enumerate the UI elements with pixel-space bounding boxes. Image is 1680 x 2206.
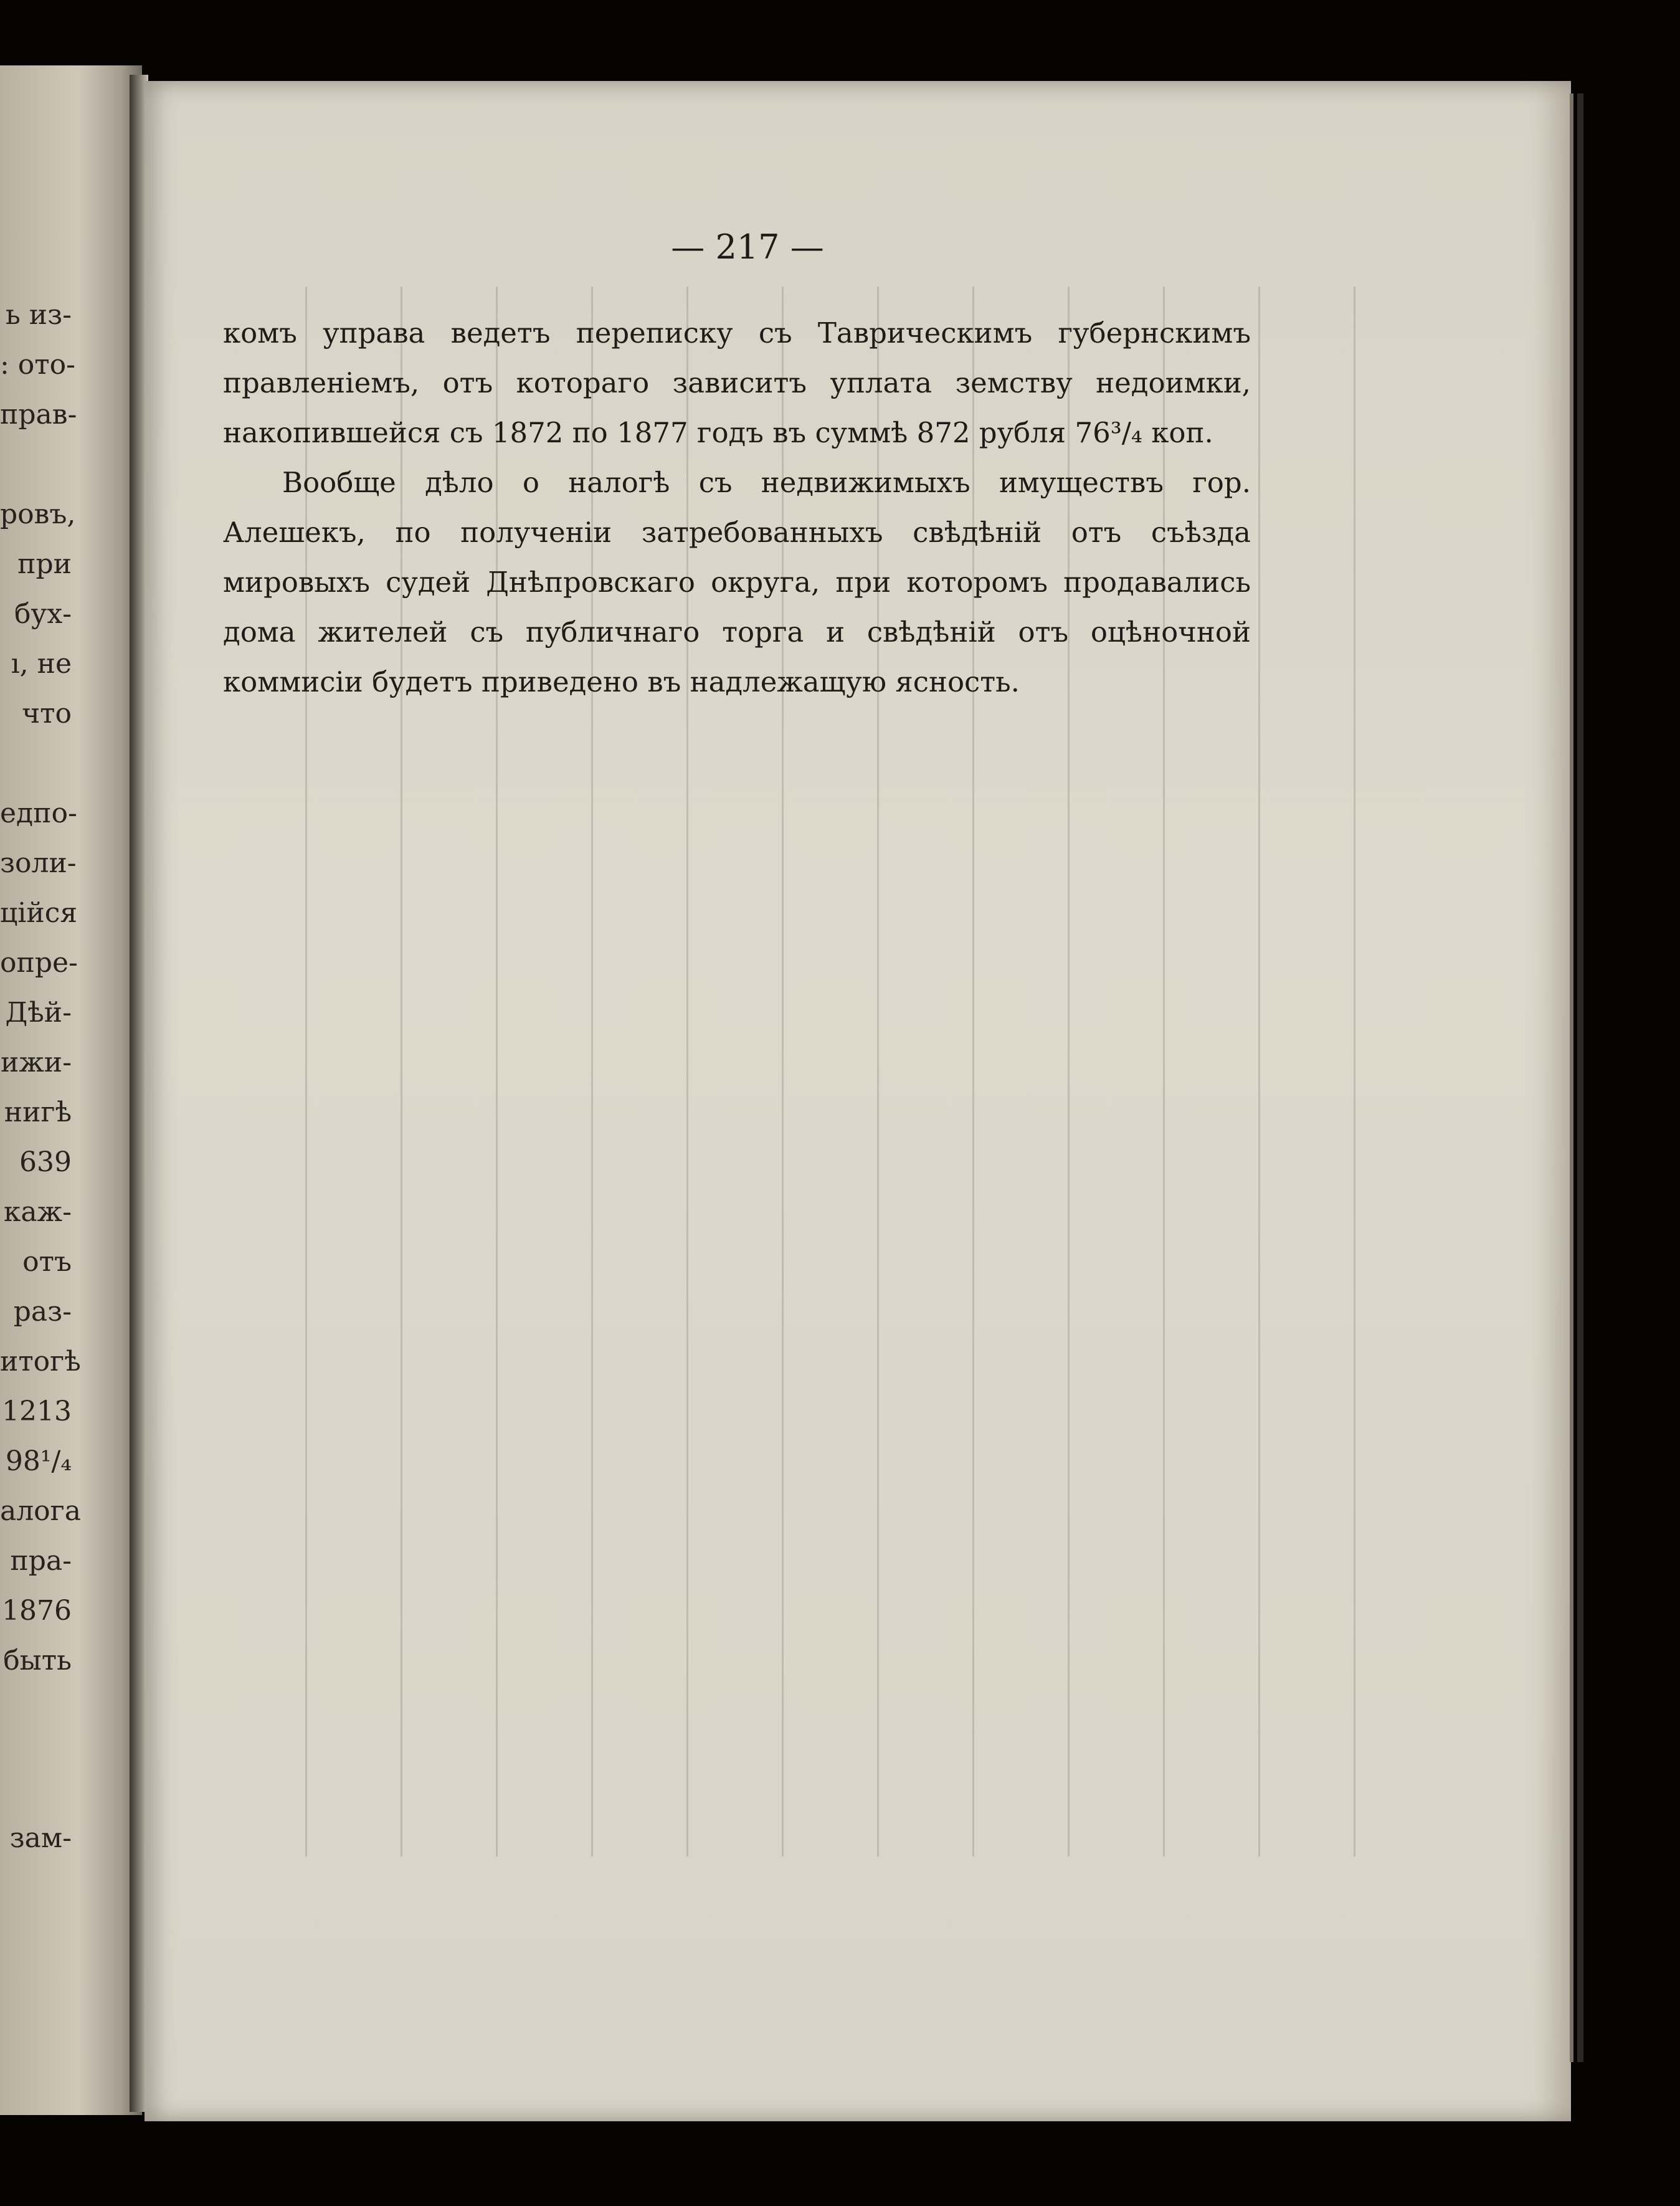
left-page-line: прав- <box>0 399 77 430</box>
left-page-line: ційся <box>0 897 78 929</box>
left-page-line: алога <box>0 1495 81 1527</box>
left-page-line: 1213 <box>2 1395 72 1427</box>
left-page-line: каж- <box>3 1196 72 1228</box>
left-page-line: при <box>17 548 72 580</box>
page-edge <box>1577 93 1583 2062</box>
left-page-line: раз- <box>13 1296 72 1328</box>
left-page-line: пра- <box>10 1545 72 1577</box>
left-page-line: что <box>22 698 72 730</box>
paragraph: комъ управа ведетъ переписку съ Таврическимъ губернскимъ правленіемъ, отъ котораго зависитъ уплата земству недоимки, накопившейся съ 1872 по 1877 годъ въ суммѣ 872 рубля 76³/₄ коп. <box>223 316 1251 449</box>
left-page-line: быть <box>3 1645 72 1676</box>
left-page-line: отъ <box>22 1246 72 1278</box>
left-page <box>0 65 142 2115</box>
left-page-line: 98¹/₄ <box>5 1445 72 1477</box>
paragraph: Вообще дѣло о налогѣ съ недвижимыхъ имуществъ гор. Алешекъ, по полученіи затребованныхъ свѣдѣній отъ съѣзда мировыхъ судей Днѣпровскаго округа, при которомъ продавались дома жителей съ публичнаго торга и свѣдѣній отъ оцѣночной коммисіи будетъ приведено въ надлежащую ясность. <box>223 466 1251 698</box>
left-page-line: бух- <box>14 598 72 630</box>
left-page-line: : ото- <box>0 349 75 381</box>
left-page-line: ижи- <box>1 1047 72 1078</box>
left-page-line: 1876 <box>2 1595 72 1627</box>
left-page-line: нигѣ <box>4 1096 72 1128</box>
left-page-line: 639 <box>19 1146 72 1178</box>
page-number: — 217 — <box>671 227 824 267</box>
left-page-line: ь из- <box>5 299 72 331</box>
body-text <box>223 308 1251 707</box>
left-page-line: ı, не <box>11 648 72 680</box>
left-page-line: ровъ, <box>0 498 76 530</box>
left-page-line: зам- <box>9 1822 72 1854</box>
left-page-line: Дѣй- <box>5 997 72 1029</box>
left-page-line: золи- <box>0 847 77 879</box>
page-edge <box>1570 93 1573 2062</box>
left-page-line: опре- <box>0 947 78 979</box>
left-page-line: едпо- <box>0 797 77 829</box>
left-page-line: итогѣ <box>0 1346 81 1377</box>
